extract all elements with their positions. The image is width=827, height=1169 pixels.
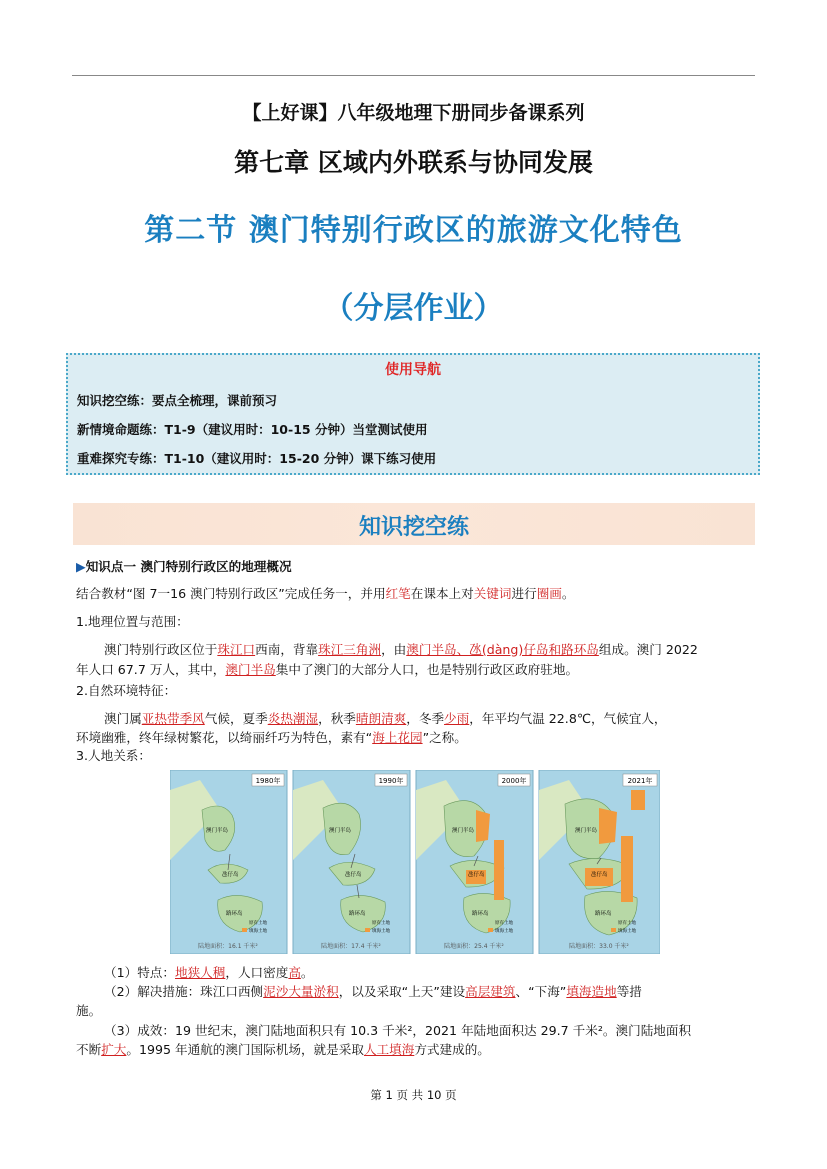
map-area-2000: 陆地面积：25.4 千米² <box>444 943 504 950</box>
banner-title: 知识挖空练 <box>358 515 469 540</box>
map-area-1990: 陆地面积：17.4 千米² <box>321 943 381 950</box>
map-label-coloane: 路环岛 <box>472 911 489 917</box>
legend-old-land: 原有土地 <box>618 921 636 926</box>
header-rule <box>72 75 755 76</box>
section-banner <box>73 503 755 545</box>
map-label-coloane: 路环岛 <box>349 911 366 917</box>
series-title: 【上好课】八年级地理下册同步备课系列 <box>242 102 585 124</box>
measures-line-2: 施。 <box>76 1003 102 1018</box>
map-panel-2021 <box>539 770 660 954</box>
chapter-title: 第七章 区域内外联系与协同发展 <box>234 148 593 177</box>
map-area-2021: 陆地面积：33.0 千米² <box>569 943 629 950</box>
map-panel-1990 <box>293 770 410 954</box>
legend-old-land: 原有土地 <box>495 921 513 926</box>
legend-swatch-old-land <box>488 920 493 924</box>
map-year-2000: 2000年 <box>501 777 527 785</box>
heading-human-land: 3.人地关系： <box>76 748 151 763</box>
environment-line-1: 澳门属亚热带季风气候，夏季炎热潮湿，秋季晴朗清爽，冬季少雨，年平均气温 22.8℃，气候宜人， <box>104 711 667 726</box>
map-figure <box>170 770 660 954</box>
consequence-line-1: （1）特点：地狭人稠，人口密度高。 <box>104 965 314 980</box>
legend-swatch-reclaimed-land <box>488 928 493 932</box>
legend-swatch-reclaimed-land <box>365 928 370 932</box>
legend-swatch-old-land <box>365 920 370 924</box>
guide-line-3: 重难探究专练：T1-10（建议用时：15-20 分钟）课下练习使用 <box>77 451 437 466</box>
usage-guide-box <box>66 353 760 475</box>
map-panel-2000 <box>416 770 533 954</box>
knowledge-point-heading <box>76 556 292 575</box>
legend-reclaimed-land: 填海土地 <box>495 929 513 934</box>
map-year-2021: 2021年 <box>627 777 653 785</box>
measures-line-1: （2）解决措施：珠江口西侧泥沙大量淤积，以及采取“上天”建设高层建筑、“下海”填海造地等措 <box>104 984 642 999</box>
map-label-coloane: 路环岛 <box>226 911 243 917</box>
map-area-1980: 陆地面积：16.1 千米² <box>198 943 258 950</box>
heading-environment: 2.自然环境特征： <box>76 683 177 698</box>
map-year-1990: 1990年 <box>378 777 404 785</box>
map-label-coloane: 路环岛 <box>595 911 612 917</box>
results-line-2: 不断扩大。1995 年通航的澳门国际机场，就是采取人工填海方式建成的。 <box>76 1042 490 1057</box>
guide-line-1: 知识挖空练：要点全梳理，课前预习 <box>77 393 278 408</box>
intro-line: 结合教材“图 7一16 澳门特别行政区”完成任务一，并用红笔在课本上对关键词进行圈画。 <box>76 586 575 601</box>
macao-land-change-maps <box>170 770 660 954</box>
guide-line-2: 新情境命题练：T1-9（建议用时：10-15 分钟）当堂测试使用 <box>77 422 428 437</box>
map-label-macao-peninsula: 澳门半岛 <box>575 828 598 834</box>
map-label-macao-peninsula: 澳门半岛 <box>206 828 229 834</box>
page-subtitle: （分层作业） <box>323 291 504 326</box>
results-line-1: （3）成效：19 世纪末，澳门陆地面积只有 10.3 千米²，2021 年陆地面积达 29.7 千米²。澳门陆地面积 <box>104 1023 692 1038</box>
legend-reclaimed-land: 填海土地 <box>249 929 267 934</box>
legend-reclaimed-land: 填海土地 <box>372 929 390 934</box>
map-label-taipa: 氹仔岛 <box>222 872 239 878</box>
map-label-macao-peninsula: 澳门半岛 <box>329 828 352 834</box>
legend-swatch-old-land <box>242 920 247 924</box>
map-label-taipa: 氹仔岛 <box>591 872 608 878</box>
section-title: 第二节 澳门特别行政区的旅游文化特色 <box>144 213 683 248</box>
map-label-taipa: 氹仔岛 <box>468 872 485 878</box>
legend-swatch-old-land <box>611 920 616 924</box>
legend-reclaimed-land: 填海土地 <box>618 929 636 934</box>
kp-title: 知识点一 澳门特别行政区的地理概况 <box>85 559 292 574</box>
map-year-1980: 1980年 <box>255 777 281 785</box>
map-label-taipa: 氹仔岛 <box>345 872 362 878</box>
legend-old-land: 原有土地 <box>249 921 267 926</box>
page-footer: 第 1 页 共 10 页 <box>370 1088 457 1102</box>
guide-title: 使用导航 <box>385 362 441 378</box>
legend-swatch-reclaimed-land <box>611 928 616 932</box>
heading-location: 1.地理位置与范围： <box>76 614 189 629</box>
location-line-2: 年人口 67.7 万人，其中，澳门半岛集中了澳门的大部分人口，也是特别行政区政府驻地。 <box>76 662 579 677</box>
legend-swatch-reclaimed-land <box>242 928 247 932</box>
environment-line-2: 环境幽雅，终年绿树繁花，以绮丽纤巧为特色，素有“海上花园”之称。 <box>76 730 467 745</box>
map-panel-1980 <box>170 770 287 954</box>
triangle-marker-icon: ▶ <box>76 559 86 574</box>
map-label-macao-peninsula: 澳门半岛 <box>452 828 475 834</box>
location-line-1: 澳门特别行政区位于珠江口西南，背靠珠江三角洲，由澳门半岛、氹(dàng)仔岛和路环岛组成。澳门 2022 <box>104 642 698 657</box>
legend-old-land: 原有土地 <box>372 921 390 926</box>
